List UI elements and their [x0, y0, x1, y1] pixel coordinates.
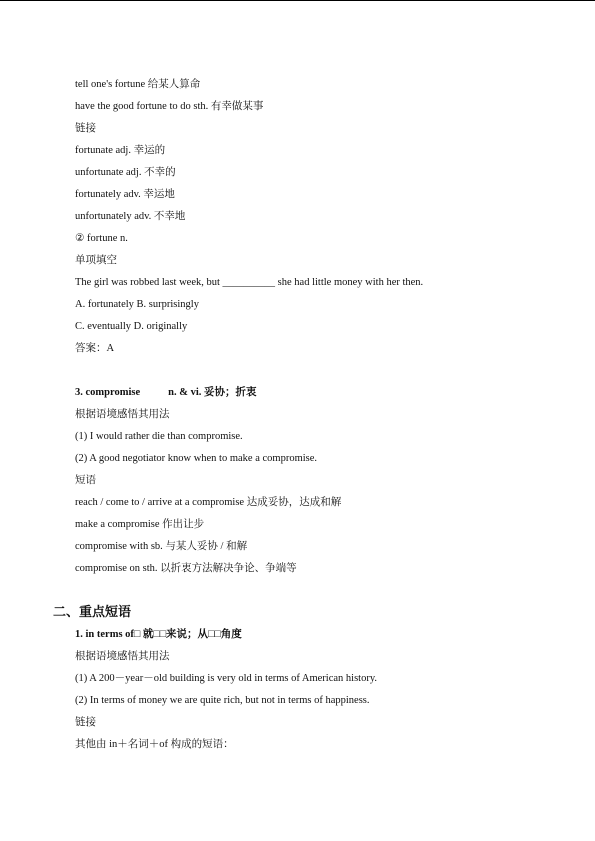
text-line: tell one's fortune 给某人算命	[75, 79, 201, 90]
part-heading: 二、重点短语	[53, 604, 132, 619]
exercise-options: C. eventually D. originally	[75, 321, 188, 332]
answer-line: 答案：A	[75, 343, 115, 354]
text-line: ② fortune n.	[75, 233, 128, 244]
page-top-border	[0, 0, 595, 1]
phrase-line: compromise with sb. 与某人妥协 / 和解	[75, 541, 248, 552]
text-line: 根据语境感悟其用法	[75, 651, 170, 662]
text-line: have the good fortune to do sth. 有幸做某事	[75, 101, 264, 112]
phrase-line: reach / come to / arrive at a compromise 达成妥协，达成和解	[75, 497, 342, 508]
heading-term: 3. compromise	[75, 387, 141, 398]
example-sentence: (2) In terms of money we are quite rich, but not in terms of happiness.	[75, 695, 370, 706]
text-line: 根据语境感悟其用法	[75, 409, 170, 420]
example-sentence: (2) A good negotiator know when to make a compromise.	[75, 453, 318, 464]
example-sentence: (1) I would rather die than compromise.	[75, 431, 243, 442]
text-line: 其他由 in＋名词＋of 构成的短语：	[75, 739, 234, 750]
text-line: 链接	[75, 717, 96, 728]
exercise-question: The girl was robbed last week, but __________ she had little money with her then.	[75, 277, 424, 288]
text-line: unfortunate adj. 不幸的	[75, 167, 176, 178]
phrase-line: make a compromise 作出让步	[75, 519, 205, 530]
text-line: fortunate adj. 幸运的	[75, 145, 166, 156]
text-line: 单项填空	[75, 255, 117, 266]
text-line: unfortunately adv. 不幸地	[75, 211, 186, 222]
phrase-line: compromise on sth. 以折衷方法解决争论、争端等	[75, 563, 297, 574]
item-title: 1. in terms of□ 就□□来说；从□□角度	[75, 629, 242, 640]
heading-pos: n. & vi. 妥协；折衷	[168, 387, 257, 398]
text-line: fortunately adv. 幸运地	[75, 189, 175, 200]
example-sentence: (1) A 200－year－old building is very old in terms of American history.	[75, 673, 378, 684]
exercise-options: A. fortunately B. surprisingly	[75, 299, 199, 310]
section-heading	[75, 386, 257, 400]
text-line: 链接	[75, 123, 96, 134]
text-line: 短语	[75, 475, 96, 486]
